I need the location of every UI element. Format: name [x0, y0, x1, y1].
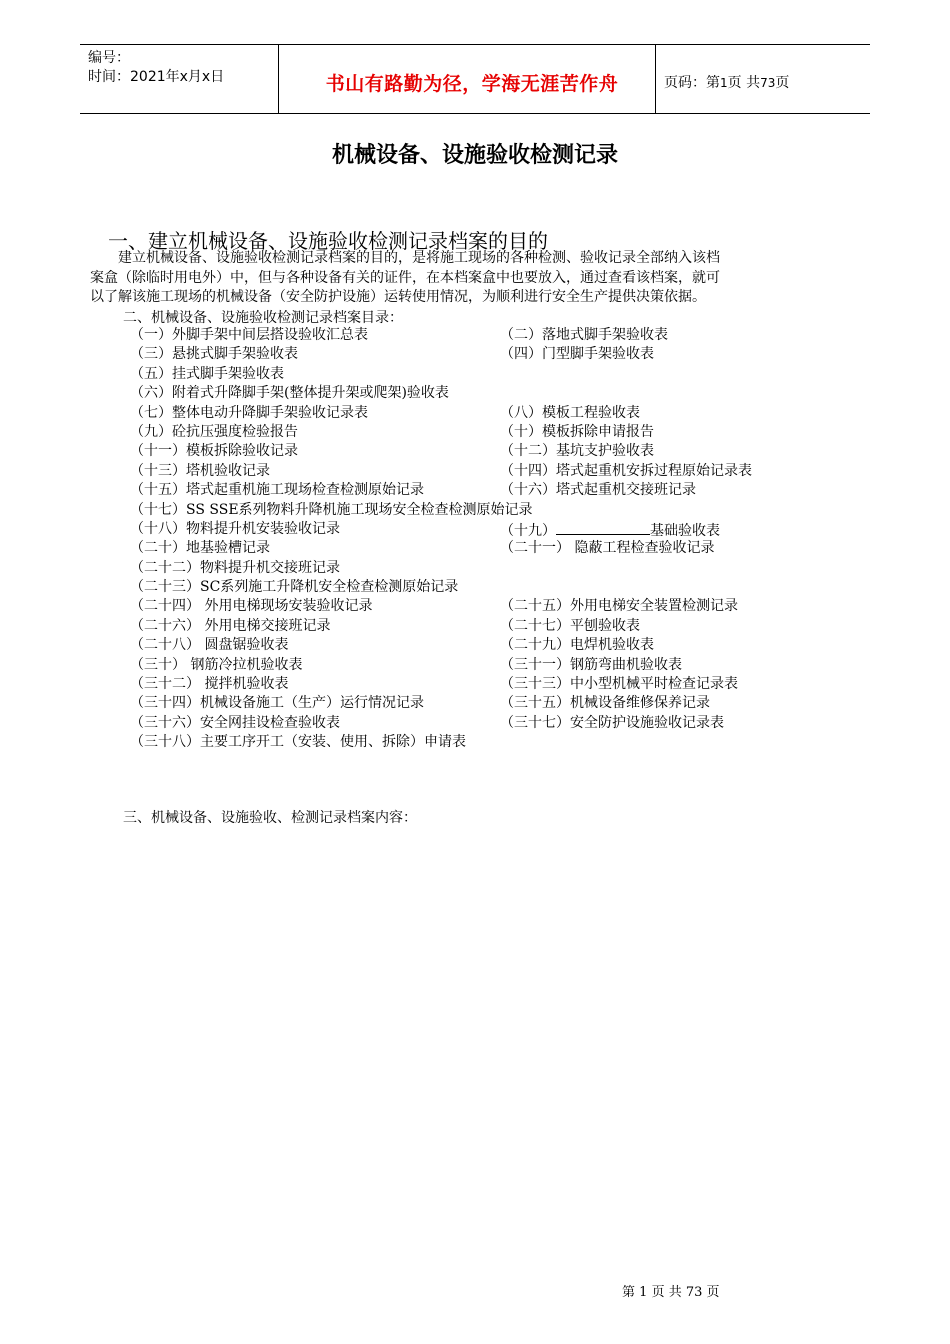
catalog-item: （六）附着式升降脚手架(整体提升架或爬架)验收表 [130, 385, 449, 402]
catalog-item: （二十）地基验槽记录 [130, 540, 270, 557]
catalog-item: （九）砼抗压强度检验报告 [130, 423, 298, 440]
catalog-row [130, 326, 850, 345]
catalog-item: （二十八） 圆盘锯验收表 [130, 637, 289, 654]
document-title: 机械设备、设施验收检测记录 [331, 143, 618, 168]
header-page-info [664, 72, 789, 92]
catalog-item: （十八）物料提升机安装验收记录 [130, 520, 340, 537]
catalog-row [130, 656, 850, 675]
catalog-item-text: （十四）塔式起重机安拆过程原始记录表 [500, 462, 752, 479]
catalog-item-text: （三十三）中小型机械平时检查记录表 [500, 676, 738, 693]
header-divider [278, 45, 279, 113]
page-total: 73 [760, 76, 776, 90]
catalog-row [130, 501, 850, 520]
catalog-item [500, 597, 738, 616]
header-meta [88, 49, 224, 87]
footer-total: 73 [685, 1285, 703, 1300]
page-prefix: 页码：第 [664, 75, 720, 91]
header-motto: 书山有路勤为径，学海无涯苦作舟 [325, 73, 619, 95]
section3-heading: 三、机械设备、设施验收、检测记录档案内容： [123, 810, 417, 826]
catalog-item: （二十四） 外用电梯现场安装验收记录 [130, 598, 373, 615]
catalog-item [500, 675, 738, 694]
time-label: 时间：2021年x月x日 [88, 69, 225, 85]
catalog-item [500, 423, 654, 442]
catalog-item: （十三）塔机验收记录 [130, 462, 270, 479]
page-footer [622, 1281, 720, 1300]
catalog-item: （十五）塔式起重机施工现场检查检测原始记录 [130, 482, 424, 499]
catalog-item: （二十三）SC系列施工升降机安全检查检测原始记录 [130, 579, 459, 596]
catalog-item: （三十四）机械设备施工（生产）运行情况记录 [130, 695, 424, 712]
catalog-row [130, 578, 850, 597]
catalog-row [130, 520, 850, 539]
catalog-item: （三十八）主要工序开工（安装、使用、拆除）申请表 [130, 734, 466, 751]
catalog-item [500, 539, 714, 558]
catalog-item: （七）整体电动升降脚手架验收记录表 [130, 404, 368, 421]
catalog-item-text: （十）模板拆除申请报告 [500, 423, 654, 440]
catalog-item-text: （二十五）外用电梯安全装置检测记录 [500, 598, 738, 615]
catalog-item [500, 656, 682, 675]
catalog-item [500, 345, 654, 364]
catalog-item-text: （十六）塔式起重机交接班记录 [500, 482, 696, 499]
section1-heading: 一、建立机械设备、设施验收检测记录档案的目的 [108, 229, 548, 253]
paragraph-line: 建立机械设备、设施验收检测记录档案的目的，是将施工现场的各种检测、验收记录全部纳入该档 [90, 250, 720, 266]
catalog-item [500, 404, 640, 423]
paragraph-line: 案盒（除临时用电外）中，但与各种设备有关的证件，在本档案盒中也要放入，通过查看该档案，就可 [90, 269, 720, 286]
catalog-item: （二十六） 外用电梯交接班记录 [130, 617, 331, 634]
catalog-row [130, 462, 850, 481]
catalog-item: （三十六）安全网挂设检查验收表 [130, 714, 340, 731]
catalog-item-text: （四）门型脚手架验收表 [500, 346, 654, 363]
catalog-item [500, 442, 654, 461]
catalog-item: （三）悬挑式脚手架验收表 [130, 346, 298, 363]
catalog-item-text: （十二）基坑支护验收表 [500, 443, 654, 460]
catalog-item: （十七）SS SSE系列物料升降机施工现场安全检查检测原始记录 [130, 501, 533, 518]
catalog-item [500, 520, 720, 541]
catalog-item [500, 636, 654, 655]
catalog-item: （一）外脚手架中间层搭设验收汇总表 [130, 327, 368, 343]
catalog-item-text: （十九） [500, 522, 556, 539]
catalog-item [500, 714, 724, 733]
catalog-row [130, 384, 850, 403]
page-mid: 页 共 [727, 75, 761, 91]
section1-paragraph [90, 249, 860, 308]
catalog-row [130, 617, 850, 636]
catalog-item [500, 694, 710, 713]
page-number: 1 [720, 76, 728, 90]
catalog-row [130, 559, 850, 578]
catalog-row [130, 365, 850, 384]
catalog-item: （三十） 钢筋冷拉机验收表 [130, 656, 303, 673]
catalog-item-text: （三十五）机械设备维修保养记录 [500, 695, 710, 712]
catalog-row [130, 694, 850, 713]
catalog-row [130, 423, 850, 442]
number-label: 编号： [88, 50, 130, 66]
catalog-row [130, 733, 850, 752]
footer-suffix: 页 [706, 1285, 720, 1300]
catalog-item [500, 326, 668, 345]
catalog-row [130, 404, 850, 423]
catalog-item-text: （八）模板工程验收表 [500, 404, 640, 421]
catalog-row [130, 539, 850, 558]
catalog-row [130, 636, 850, 655]
catalog-row [130, 481, 850, 500]
footer-mid: 页 共 [651, 1285, 682, 1300]
catalog-item-text: （二十九）电焊机验收表 [500, 637, 654, 654]
catalog-row [130, 597, 850, 616]
catalog-list [130, 326, 850, 753]
catalog-item-text: 基础验收表 [650, 522, 720, 539]
paragraph-line: 以了解该施工现场的机械设备（安全防护设施）运转使用情况，为顺利进行安全生产提供决策依据。 [90, 289, 706, 305]
catalog-item-text: （二十七）平刨验收表 [500, 617, 640, 634]
catalog-item-text: （三十一）钢筋弯曲机验收表 [500, 656, 682, 673]
catalog-item: （二十二）物料提升机交接班记录 [130, 559, 340, 576]
catalog-item-text: （三十七）安全防护设施验收记录表 [500, 714, 724, 731]
catalog-row [130, 345, 850, 364]
catalog-item [500, 481, 696, 500]
footer-prefix: 第 [622, 1285, 636, 1300]
catalog-item [500, 462, 752, 481]
catalog-row [130, 714, 850, 733]
section2-heading: 二、机械设备、设施验收检测记录档案目录： [123, 310, 403, 326]
page-suffix: 页 [775, 75, 790, 91]
catalog-item-text: （二）落地式脚手架验收表 [500, 327, 668, 343]
catalog-item: （五）挂式脚手架验收表 [130, 365, 284, 382]
footer-page: 1 [639, 1285, 648, 1300]
catalog-item [500, 617, 640, 636]
catalog-item: （三十二） 搅拌机验收表 [130, 676, 289, 693]
page-header [80, 44, 870, 114]
blank-underline [556, 520, 650, 535]
catalog-item: （十一）模板拆除验收记录 [130, 443, 298, 460]
catalog-item-text: （二十一） 隐蔽工程检查验收记录 [500, 540, 715, 557]
catalog-row [130, 442, 850, 461]
catalog-row [130, 675, 850, 694]
